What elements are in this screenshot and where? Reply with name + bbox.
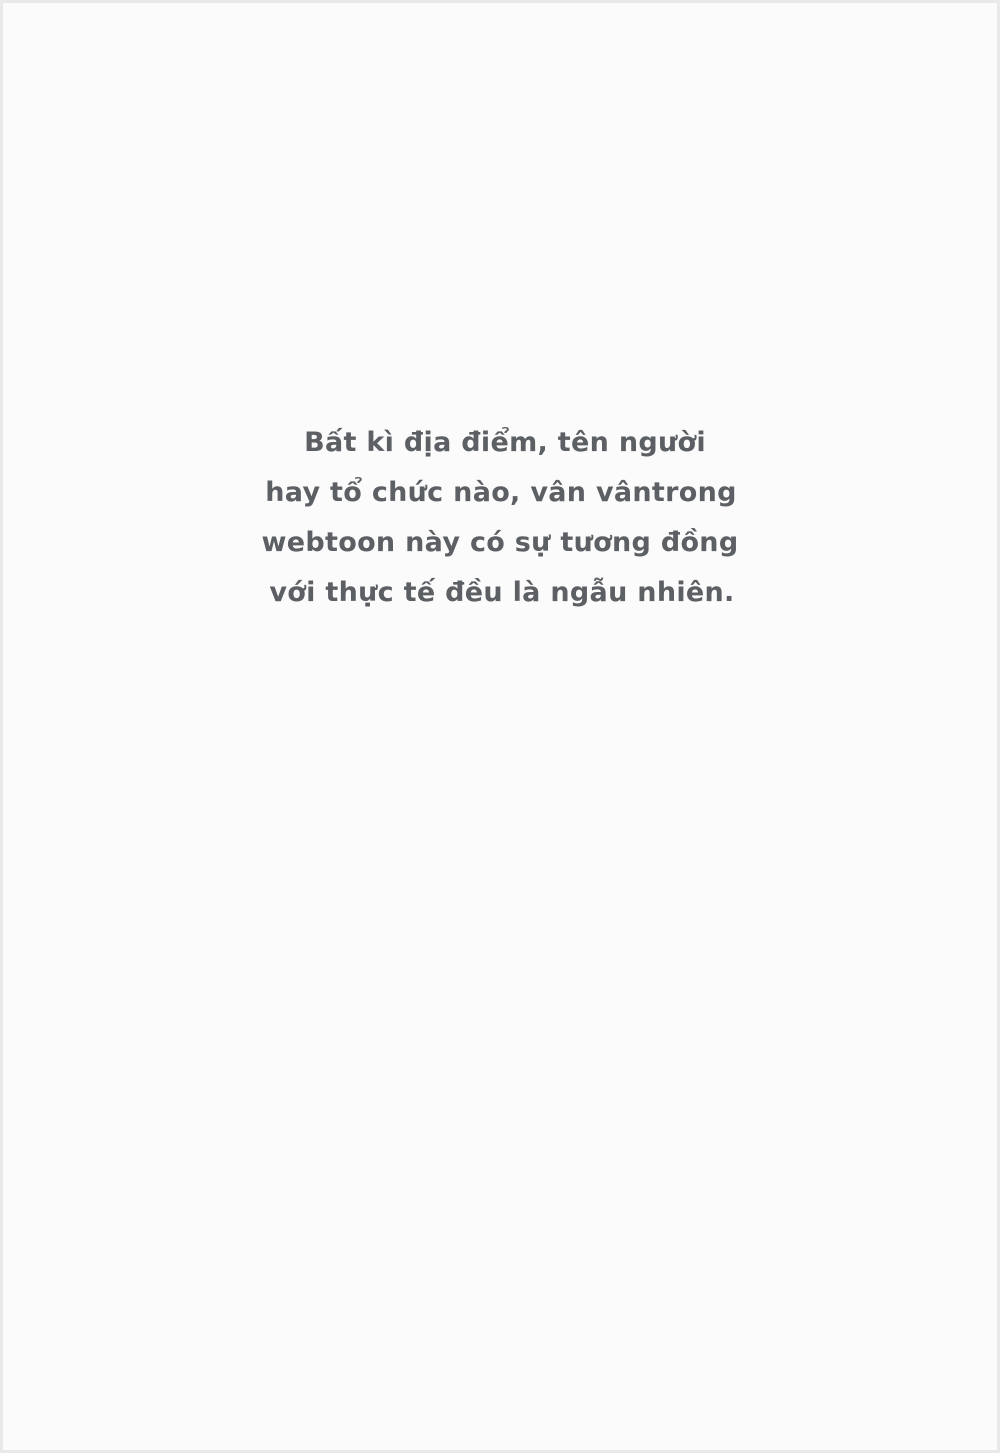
disclaimer-line-4: với thực tế đều là ngẫu nhiên. (269, 577, 735, 608)
disclaimer-line-1: Bất kì địa điểm, tên người (304, 427, 706, 458)
comic-panel (3, 3, 997, 1450)
disclaimer-line-3: webtoon này có sự tương đồng (261, 527, 739, 558)
disclaimer-text-block (3, 418, 997, 618)
disclaimer-line-2: hay tổ chức nào, vân vântrong (265, 477, 737, 508)
